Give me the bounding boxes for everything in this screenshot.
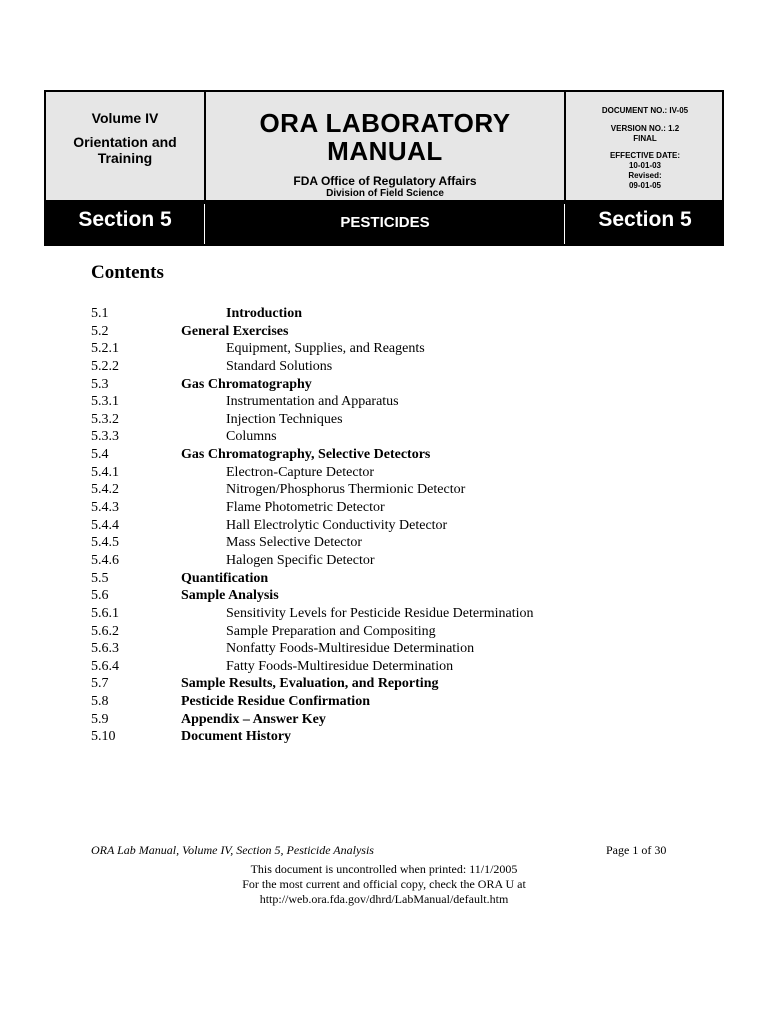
toc-entry-number: 5.2 bbox=[91, 323, 109, 339]
toc-entry-number: 5.4.4 bbox=[91, 517, 119, 533]
toc-entry-number: 5.6.4 bbox=[91, 658, 119, 674]
toc-entry-title: Document History bbox=[181, 729, 292, 745]
toc-entry-title: Sample Results, Evaluation, and Reporting bbox=[181, 676, 439, 692]
manual-title-line1: ORA LABORATORY bbox=[259, 108, 511, 138]
toc-entry bbox=[0, 464, 768, 482]
toc-entry-number: 5.4.1 bbox=[91, 464, 119, 480]
toc-entry bbox=[0, 305, 768, 323]
toc-entry-number: 5.6.2 bbox=[91, 623, 119, 639]
toc-entry bbox=[0, 499, 768, 517]
toc-entry-title: Nonfatty Foods-Multiresidue Determination bbox=[226, 641, 475, 657]
document-header bbox=[44, 90, 724, 246]
toc-entry-title: Columns bbox=[226, 429, 277, 445]
toc-entry-title: Electron-Capture Detector bbox=[226, 464, 375, 480]
toc-entry-title: Sample Preparation and Compositing bbox=[226, 623, 436, 639]
toc-entry-number: 5.4.3 bbox=[91, 500, 119, 516]
toc-entry-number: 5.3.1 bbox=[91, 394, 119, 410]
toc-entry bbox=[0, 605, 768, 623]
volume-label: Volume IV bbox=[91, 110, 159, 126]
toc-entry bbox=[0, 552, 768, 570]
revised-label: Revised: bbox=[628, 171, 662, 180]
toc-entry-title: Mass Selective Detector bbox=[226, 535, 363, 551]
toc-entry-number: 5.10 bbox=[91, 729, 116, 745]
toc-entry-title: Pesticide Residue Confirmation bbox=[181, 694, 370, 710]
toc-entry-title: Sample Analysis bbox=[181, 588, 279, 604]
toc-entry bbox=[0, 640, 768, 658]
effective-date-label: EFFECTIVE DATE: bbox=[609, 151, 681, 160]
division-name: Division of Field Science bbox=[326, 188, 444, 199]
toc-entry-number: 5.3.2 bbox=[91, 411, 119, 427]
section-title: PESTICIDES bbox=[340, 214, 430, 231]
footer-document-title: ORA Lab Manual, Volume IV, Section 5, Pesticide Analysis bbox=[91, 843, 374, 857]
toc-entry-title: Halogen Specific Detector bbox=[226, 552, 375, 568]
toc-entry bbox=[0, 711, 768, 729]
toc-entry-title: Gas Chromatography, Selective Detectors bbox=[181, 447, 431, 463]
toc-entry bbox=[0, 358, 768, 376]
toc-entry-title: Fatty Foods-Multiresidue Determination bbox=[226, 658, 454, 674]
toc-entry-title: Appendix – Answer Key bbox=[181, 711, 326, 727]
toc-entry bbox=[0, 323, 768, 341]
section-band-divider bbox=[204, 204, 205, 244]
toc-entry-title: Sensitivity Levels for Pesticide Residue Determination bbox=[226, 605, 534, 621]
toc-entry-title: Nitrogen/Phosphorus Thermionic Detector bbox=[226, 482, 466, 498]
effective-date: 10-01-03 bbox=[628, 161, 662, 170]
toc-entry bbox=[0, 446, 768, 464]
section-label-left: Section 5 bbox=[78, 208, 172, 231]
toc-entry-title: Standard Solutions bbox=[226, 358, 333, 374]
toc-entry-title: Injection Techniques bbox=[226, 411, 343, 427]
volume-subtitle-line1: Orientation and bbox=[73, 134, 177, 150]
toc-entry bbox=[0, 675, 768, 693]
toc-entry-number: 5.6 bbox=[91, 588, 109, 604]
toc-entry-number: 5.2.1 bbox=[91, 341, 119, 357]
toc-entry-title: Instrumentation and Apparatus bbox=[226, 394, 399, 410]
toc-entry-title: Equipment, Supplies, and Reagents bbox=[226, 341, 425, 357]
office-name: FDA Office of Regulatory Affairs bbox=[293, 174, 477, 188]
toc-entry bbox=[0, 340, 768, 358]
print-notice-url: http://web.ora.fda.gov/dhrd/LabManual/default.htm bbox=[259, 892, 509, 906]
print-notice bbox=[0, 862, 768, 907]
table-of-contents bbox=[0, 305, 768, 746]
toc-entry bbox=[0, 534, 768, 552]
print-notice-line2: For the most current and official copy, check the ORA U at bbox=[242, 877, 526, 891]
toc-entry bbox=[0, 376, 768, 394]
toc-entry-number: 5.9 bbox=[91, 711, 109, 727]
volume-subtitle-line2: Training bbox=[97, 150, 153, 166]
toc-entry-title: General Exercises bbox=[181, 323, 289, 339]
toc-entry-number: 5.3 bbox=[91, 376, 109, 392]
toc-entry bbox=[0, 658, 768, 676]
revised-date: 09-01-05 bbox=[628, 181, 662, 190]
section-band-divider bbox=[564, 204, 565, 244]
toc-entry-number: 5.6.1 bbox=[91, 605, 119, 621]
footer-page-number: Page 1 of 30 bbox=[606, 843, 667, 857]
toc-entry-number: 5.2.2 bbox=[91, 358, 119, 374]
toc-entry bbox=[0, 393, 768, 411]
document-number: DOCUMENT NO.: IV-05 bbox=[601, 106, 689, 115]
version-number: VERSION NO.: 1.2 bbox=[610, 124, 680, 133]
document-status: FINAL bbox=[633, 134, 657, 143]
toc-entry-number: 5.4.6 bbox=[91, 552, 119, 568]
toc-entry-number: 5.4 bbox=[91, 447, 109, 463]
toc-entry-title: Flame Photometric Detector bbox=[226, 500, 385, 516]
toc-entry-title: Gas Chromatography bbox=[181, 376, 312, 392]
print-notice-line1: This document is uncontrolled when printed: 11/1/2005 bbox=[250, 862, 518, 876]
toc-entry bbox=[0, 587, 768, 605]
toc-entry-number: 5.5 bbox=[91, 570, 109, 586]
toc-entry-number: 5.4.2 bbox=[91, 482, 119, 498]
toc-entry-title: Introduction bbox=[226, 306, 302, 321]
toc-entry-title: Hall Electrolytic Conductivity Detector bbox=[226, 517, 448, 533]
toc-entry-number: 5.7 bbox=[91, 676, 109, 692]
toc-entry-number: 5.1 bbox=[91, 306, 109, 321]
toc-entry bbox=[0, 517, 768, 535]
toc-entry bbox=[0, 570, 768, 588]
toc-entry-number: 5.4.5 bbox=[91, 535, 119, 551]
toc-entry bbox=[0, 693, 768, 711]
toc-entry bbox=[0, 428, 768, 446]
toc-entry-title: Quantification bbox=[181, 570, 269, 586]
toc-entry-number: 5.3.3 bbox=[91, 429, 119, 445]
toc-entry bbox=[0, 623, 768, 641]
toc-entry bbox=[0, 481, 768, 499]
toc-entry bbox=[0, 728, 768, 746]
manual-title-line2: MANUAL bbox=[327, 136, 443, 166]
toc-entry-number: 5.8 bbox=[91, 694, 109, 710]
section-label-right: Section 5 bbox=[598, 208, 692, 231]
toc-entry-number: 5.6.3 bbox=[91, 641, 119, 657]
toc-entry bbox=[0, 411, 768, 429]
contents-heading: Contents bbox=[91, 262, 164, 283]
